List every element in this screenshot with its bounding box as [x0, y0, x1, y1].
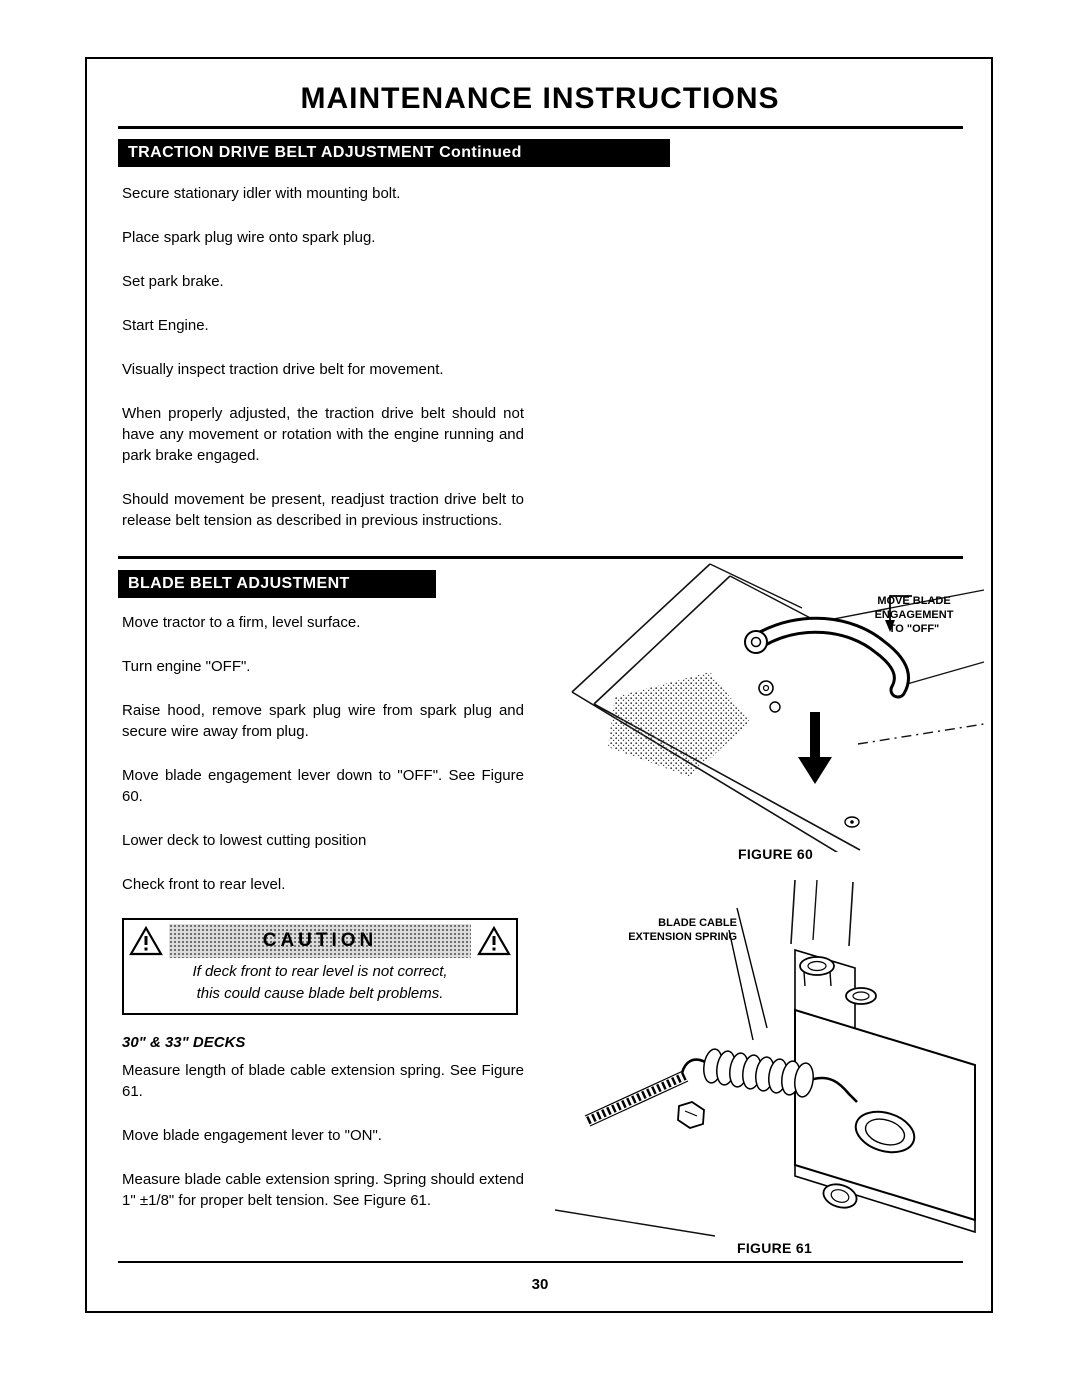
caution-label: CAUTION: [262, 930, 378, 951]
caution-header: [124, 920, 516, 960]
traction-section-text: [122, 183, 524, 554]
figure-60-label-line: MOVE BLADE: [877, 595, 951, 607]
figure-61: [555, 880, 985, 1238]
page-title: MAINTENANCE INSTRUCTIONS: [300, 82, 780, 115]
section-header-blade-belt: BLADE BELT ADJUSTMENT: [118, 570, 436, 598]
decks-section-text: [122, 1060, 524, 1234]
decks-heading: 30" & 33" DECKS: [122, 1034, 246, 1051]
caution-box: [122, 918, 518, 1015]
paragraph: Check front to rear level.: [122, 876, 286, 893]
title-divider: [118, 126, 963, 129]
paragraph: Move tractor to a firm, level surface.: [122, 614, 361, 631]
paragraph: Secure stationary idler with mounting bolt.: [122, 185, 401, 202]
figure-60-label-line: TO "OFF": [888, 623, 940, 635]
footer-divider: [118, 1261, 963, 1263]
paragraph: Move blade engagement lever down to "OFF". See Figure 60.: [122, 767, 524, 805]
blade-section-text: [122, 612, 524, 918]
paragraph: Move blade engagement lever to "ON".: [122, 1127, 382, 1144]
caution-text: [124, 961, 516, 1005]
figure-60-label-line: ENGAGEMENT: [874, 609, 954, 621]
paragraph: When properly adjusted, the traction drive belt should not have any movement or rotation with the engine running and park brake engaged.: [122, 405, 524, 464]
paragraph: Set park brake.: [122, 273, 224, 290]
section-divider: [118, 556, 963, 559]
paragraph: Lower deck to lowest cutting position: [122, 832, 367, 849]
figure-61-label-line: BLADE CABLE: [658, 917, 737, 929]
figure-61-caption: FIGURE 61: [737, 1240, 813, 1256]
paragraph: Should movement be present, readjust traction drive belt to release belt tension as described in previous instructions.: [122, 491, 524, 529]
caution-banner: [169, 924, 471, 958]
warning-triangle-icon: [477, 926, 511, 956]
caution-text-line: this could cause blade belt problems.: [196, 985, 444, 1002]
paragraph: Start Engine.: [122, 317, 209, 334]
page-number: 30: [531, 1276, 549, 1293]
caution-text-line: If deck front to rear level is not correct,: [192, 963, 448, 980]
paragraph: Raise hood, remove spark plug wire from spark plug and secure wire away from plug.: [122, 702, 524, 740]
paragraph: Measure length of blade cable extension spring. See Figure 61.: [122, 1062, 524, 1100]
figure-61-label-line: EXTENSION SPRING: [628, 931, 737, 943]
section-header-traction-drive-belt: TRACTION DRIVE BELT ADJUSTMENT Continued: [118, 139, 670, 167]
figure-60-label: [853, 594, 975, 636]
paragraph: Visually inspect traction drive belt for movement.: [122, 361, 444, 378]
figure-60-caption: FIGURE 60: [738, 846, 814, 862]
figure-60: [560, 562, 985, 852]
paragraph: Measure blade cable extension spring. Spring should extend 1" ±1/8" for proper belt tension. See Figure 61.: [122, 1171, 524, 1209]
figure-61-label: [585, 916, 737, 944]
paragraph: Turn engine "OFF".: [122, 658, 251, 675]
warning-triangle-icon: [129, 926, 163, 956]
paragraph: Place spark plug wire onto spark plug.: [122, 229, 376, 246]
